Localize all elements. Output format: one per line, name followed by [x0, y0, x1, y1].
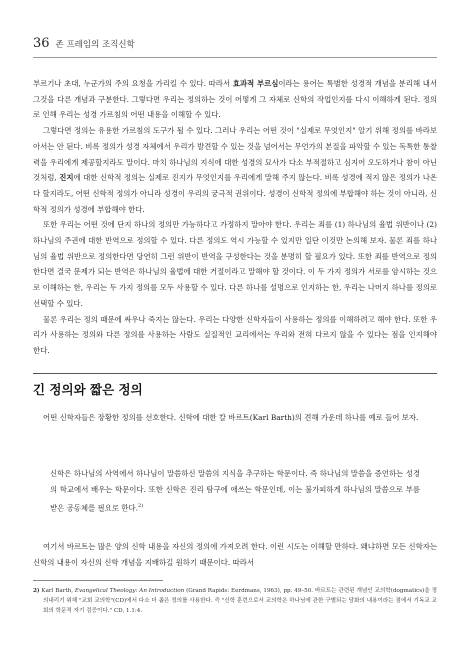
footnote-divider: [33, 580, 163, 581]
text-run: 에 대한 신학적 정의는 실제로 진지가 무엇인지를 우리에게 말해 주지 않는다. 비록 성경에 적지 않은 정의가 나온다 할지라도, 어떤 신학적 정의가 아니라 성경이 우리의 궁극적 권위이다. 성경이 신학적 정의에 부합해야 하는 것이 아니라, 신학적 정의가 성경에 부합해야 한다.: [33, 173, 437, 214]
body-paragraph: [33, 312, 437, 359]
text-run: 그렇다면 정의는 유용한 가르침의 도구가 될 수 있다. 그러나 우리는 어떤 것이 "실제로 무엇인지" 알기 위해 정의를 바라보아서는 안 된다. 비록 정의가 성경 자체에서 우리가 발견할 수 있는 것을 넘어서는 무언가의 본질을 파악할 수 있는 독특한 통찰력을 우리에게 제공할지라도 말이다. 마치 하나님의 지식에 대한 성경의 묘사가 다소 부적절하고 심지어 오도하거나 참이 아닌 것처럼,: [33, 126, 437, 183]
body-text: [33, 76, 437, 359]
body-paragraph: [33, 123, 437, 217]
footnote-pre: Karl Barth,: [41, 588, 75, 594]
section-heading: 긴 정의와 짧은 정의: [33, 382, 143, 397]
text-run: 또한 우리는 어떤 것에 단지 하나의 정의만 가능하다고 가정하지 말아야 한다. 우리는 죄를 (1) 하나님의 율법 위반이나 (2) 하나님의 주권에 대한 반역으로 정의할 수 있다. 다른 정의도 역시 가능할 수 있지만 일단 이것만 논의해 보자. 물론 죄를 하나님의 율법 위반으로 정의한다면 당연히 그런 위반이 반역을 구성한다는 것을 분명히 할 필요가 있다. 또한 죄를 반역으로 정의한다면 결국 문제가 되는 반역은 하나님의 율법에 대한 거절이라고 말해야 할 것이다. 이 두 가지 정의가 서로를 암시하는 것으로 이해하는 한, 우리는 두 가지 정의를 모두 사용할 수 있다. 다른 하나를 설명으로 인지하는 한, 우리는 나머지 하나를 정의로 선택할 수 있다.: [33, 220, 437, 308]
footnote-reference[interactable]: 2): [137, 503, 144, 509]
footnote-post: (Grand Rapids: Eerdmans, 1963), pp. 49–50. 바르트는 관련된 개념인 교의학(dogmatics)을 정의내리기 위해 "교회 교의학"(CD)에서 다소 더 좁은 정의를 사용한다. 즉 "신학 훈련으로서 교의학은 하나님에 관한 구별되는 담화의 내용이라는 점에서 기독교 교회의 학문적 자기 검증이다." CD, 1.1:4.: [43, 588, 438, 614]
body-paragraph: [33, 76, 437, 123]
following-text: 여기서 바르트는 많은 양의 신학 내용을 자신의 정의에 가져오려 한다. 이런 시도는 이해할 만하다. 왜냐하면 모든 신학자는 신학의 내용이 자신의 신학 개념을 지배하길 원하기 때문이다. 따라서: [33, 542, 437, 567]
block-quote: [50, 466, 420, 516]
running-head: [33, 36, 135, 51]
text-run: 부르기나 초대, 누군가의 주의 요청을 가리킬 수 있다. 따라서: [33, 79, 233, 88]
text-run: 이라는 용어는 특별한 성경적 개념을 분리해 내서 그것을 다른 개념과 구분한다. 그렇다면 우리는 정의하는 것이 어떻게 그 자체로 신학의 작업인지를 다시 이해하게 된다. 정의로 인해 우리는 성경 가르침의 어떤 내용을 이해할 수 있다.: [33, 79, 437, 120]
following-paragraph: [33, 539, 437, 571]
text-run: 물론 우리는 정의 때문에 싸우나 죽지는 않는다. 우리는 다양한 신학자들이 사용하는 정의를 이해하려고 해야 한다. 또한 우리가 사용하는 정의와 다른 정의를 사용하는 사람도 실질적인 교리에서는 우리와 전혀 다르지 않을 수 있다는 점을 인지해야 한다.: [33, 314, 437, 355]
footnote-book-title: Evangelical Theology: An Introduction: [74, 588, 185, 594]
footnote: [33, 586, 437, 616]
emphasized-term: 진지: [59, 173, 74, 183]
intro-text: 어떤 신학자들은 장황한 정의를 선호한다. 신학에 대한 칼 바르트(Karl Barth)의 견해 가운데 하나를 예로 들어 보자.: [43, 413, 419, 422]
running-title: 존 프레임의 조직신학: [55, 40, 135, 50]
quote-body: 신학은 하나님의 사역에서 하나님이 말씀하신 말씀의 지식을 추구하는 학문이다. 즉 하나님의 말씀을 증언하는 성경의 학교에서 배우는 학문이다. 또한 신학은 진리 탐구에 애쓰는 학문인데, 이는 불가피하게 하나님의 말씀으로 부름 받은 공동체를 필요로 한다.: [50, 469, 420, 513]
section-divider: [33, 373, 437, 374]
intro-paragraph: [33, 410, 437, 426]
footnote-text: [33, 586, 437, 616]
quote-text: [50, 466, 420, 516]
footnote-mark: 2): [33, 588, 40, 594]
body-paragraph: [33, 217, 437, 311]
header-divider: [33, 57, 437, 58]
emphasized-term: 효과적 부르심: [232, 79, 279, 88]
page-number: 36: [33, 36, 50, 51]
